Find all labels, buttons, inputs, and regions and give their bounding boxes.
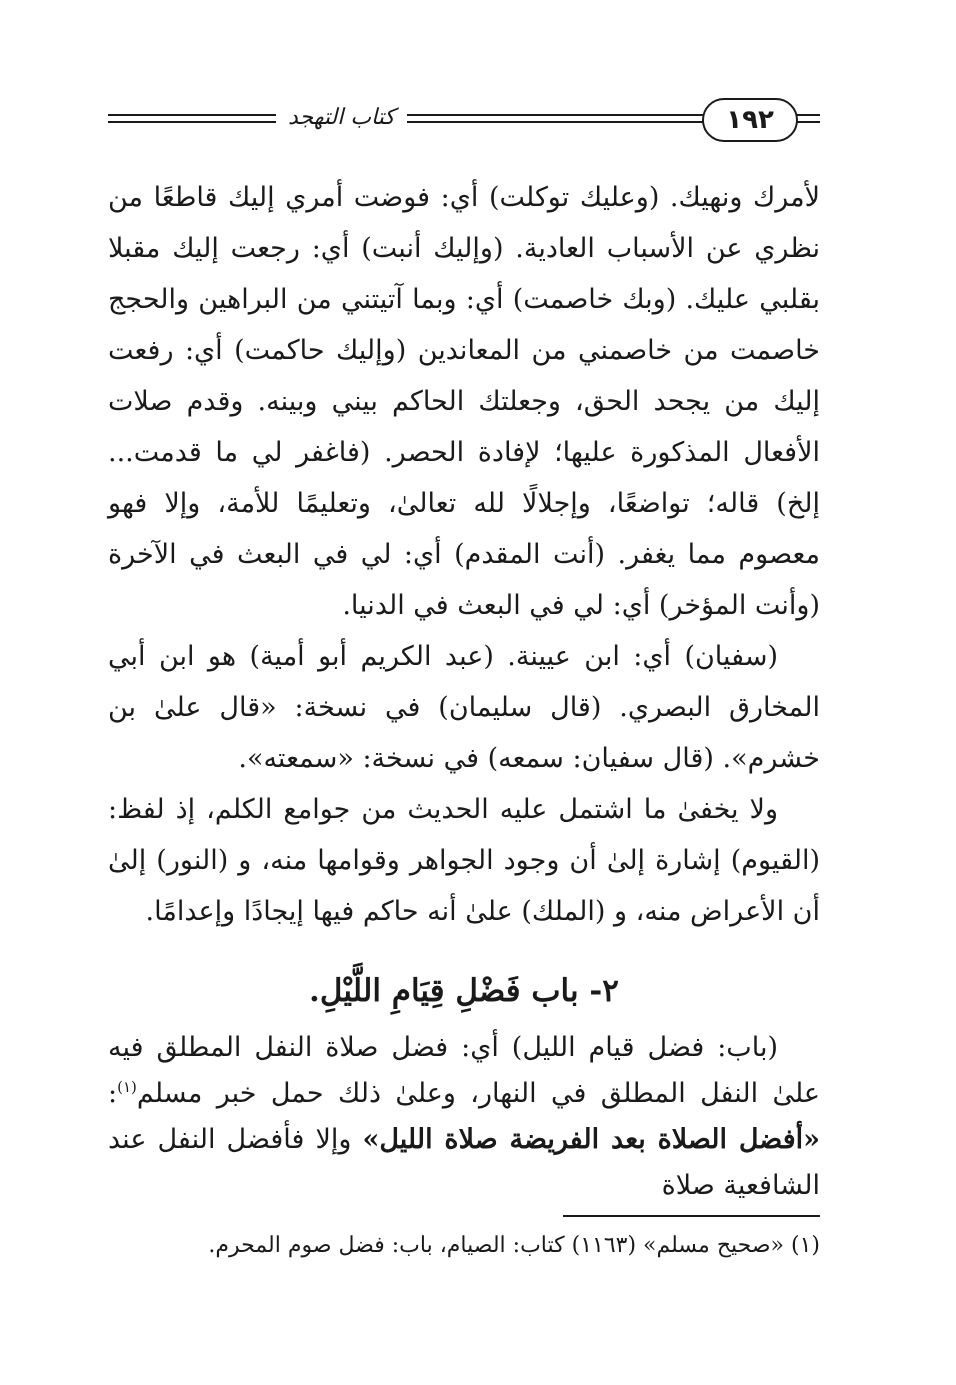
section-text-part3: وإلا فأفضل النفل عند الشافعية صلاة <box>108 1124 820 1201</box>
paragraph-3: ولا يخفىٰ ما اشتمل عليه الحديث من جوامع الكلم، إذ لفظ: (القيوم) إشارة إلىٰ أن وجود الجواهر وقوامها منه، و (النور) إلىٰ أن الأعراض منه، و (الملك) علىٰ أنه حاكم فيها إيجادًا وإعدامًا. <box>108 794 820 927</box>
book-title: كتاب التهجد <box>276 100 407 136</box>
footnote-1: (١) «صحيح مسلم» (١١٦٣) كتاب: الصيام، باب: فضل صوم المحرم. <box>208 1233 820 1258</box>
main-text <box>108 172 820 937</box>
section-paragraph <box>108 1025 820 1209</box>
section-heading: ٢- باب فَضْلِ قِيَامِ اللَّيْلِ. <box>309 973 619 1009</box>
footnote-reference[interactable]: (١) <box>117 1078 137 1096</box>
paragraph-1: لأمرك ونهيك. (وعليك توكلت) أي: فوضت أمري إليك قاطعًا من نظري عن الأسباب العادية. (وإليك أنبت) أي: رجعت إليك مقبلا بقلبي عليك. (وبك خاصمت) أي: وبما آتيتني من البراهين والحجج خاصمت من خاصمني من المعاندين (وإليك حاكمت) أي: رفعت إليك من يجحد الحق، وجعلتك الحاكم بيني وبينه. وقدم صلات الأفعال المذكورة عليها؛ لإفادة الحصر. (فاغفر لي ما قدمت... إلخ) قاله؛ تواضعًا، وإجلالًا لله تعالىٰ، وتعليمًا للأمة، وإلا فهو معصوم مما يغفر. (أنت المقدم) أي: لي في البعث في الآخرة (وأنت المؤخر) أي: لي في البعث في الدنيا. <box>108 182 820 621</box>
running-header <box>108 96 820 142</box>
page-number <box>702 98 798 142</box>
page-number-text: ١٩٢ <box>726 105 774 135</box>
section-text-part1: (باب: فضل قيام الليل) أي: فضل صلاة النفل المطلق فيه علىٰ النفل المطلق في النهار، وعلىٰ ذلك حمل خبر مسلم <box>108 1032 820 1109</box>
hadith-quote: «أفضل الصلاة بعد الفريضة صلاة الليل» <box>362 1124 821 1155</box>
paragraph-2: (سفيان) أي: ابن عيينة. (عبد الكريم أبو أمية) هو ابن أبي المخارق البصري. (قال سليمان) في نسخة: «قال علىٰ بن خشرم». (قال سفيان: سمعه) في نسخة: «سمعته». <box>108 641 820 774</box>
section-text-part2: : <box>108 1078 118 1109</box>
footnote-divider <box>563 1215 820 1217</box>
section-text <box>108 1025 820 1209</box>
